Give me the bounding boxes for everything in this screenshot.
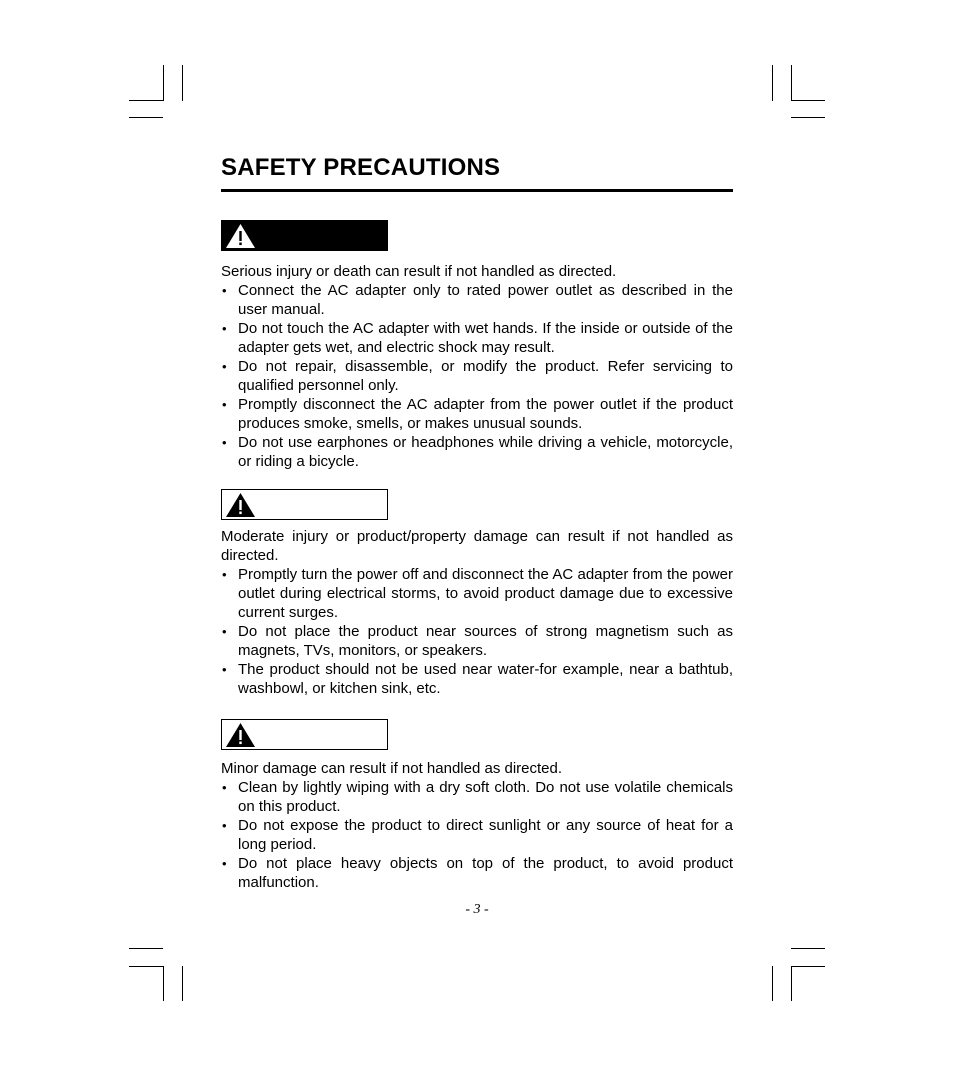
list-item: • Do not repair, disassemble, or modify the product. Refer servicing to qualified personnel only.: [221, 357, 733, 395]
list-item: • Do not place the product near sources of strong magnetism such as magnets, TVs, monitors, or speakers.: [221, 622, 733, 660]
crop-mark: [129, 117, 163, 118]
section-intro: Moderate injury or product/property damage can result if not handled as directed.: [221, 528, 733, 564]
precaution-list: [221, 565, 733, 698]
warning-section: [221, 220, 733, 471]
list-item: • Connect the AC adapter only to rated power outlet as described in the user manual.: [221, 281, 733, 319]
list-item: • Do not place heavy objects on top of the product, to avoid product malfunction.: [221, 854, 733, 892]
list-item: • Do not use earphones or headphones while driving a vehicle, motorcycle, or riding a bicycle.: [221, 433, 733, 471]
section-intro: Minor damage can result if not handled as directed.: [221, 760, 563, 777]
crop-mark: [772, 65, 773, 101]
crop-mark: [791, 117, 825, 118]
crop-mark: [129, 100, 163, 101]
crop-mark: [163, 966, 164, 1001]
list-item: • Do not expose the product to direct sunlight or any source of heat for a long period.: [221, 816, 733, 854]
crop-mark: [163, 65, 164, 101]
warning-triangle-icon: [225, 223, 256, 249]
page-title: SAFETY PRECAUTIONS: [221, 154, 501, 181]
list-item: • Promptly disconnect the AC adapter from the power outlet if the product produces smoke, smells, or makes unusual sounds.: [221, 395, 733, 433]
crop-mark: [182, 966, 183, 1001]
crop-mark: [791, 966, 825, 967]
precaution-list: [221, 281, 733, 471]
caution-section: [221, 489, 733, 698]
list-item: • Clean by lightly wiping with a dry soft cloth. Do not use volatile chemicals on this product.: [221, 778, 733, 816]
crop-mark: [129, 948, 163, 949]
list-item: • Do not touch the AC adapter with wet hands. If the inside or outside of the adapter gets wet, and electric shock may result.: [221, 319, 733, 357]
page-number: - 3 -: [465, 902, 489, 917]
notice-section: [221, 719, 733, 892]
crop-mark: [791, 100, 825, 101]
crop-mark: [182, 65, 183, 101]
warning-label: [221, 220, 388, 251]
title-rule: [221, 189, 733, 192]
notice-label: [221, 719, 388, 750]
section-intro: Serious injury or death can result if not handled as directed.: [221, 263, 617, 280]
page-content: [221, 152, 733, 192]
warning-triangle-icon: [225, 722, 256, 748]
precaution-list: [221, 778, 733, 892]
crop-mark: [791, 948, 825, 949]
warning-triangle-icon: [225, 492, 256, 518]
crop-mark: [791, 966, 792, 1001]
crop-mark: [129, 966, 163, 967]
crop-mark: [772, 966, 773, 1001]
crop-mark: [791, 65, 792, 101]
caution-label: [221, 489, 388, 520]
list-item: • Promptly turn the power off and disconnect the AC adapter from the power outlet during electrical storms, to avoid product damage due to excessive current surges.: [221, 565, 733, 622]
list-item: • The product should not be used near water-for example, near a bathtub, washbowl, or kitchen sink, etc.: [221, 660, 733, 698]
